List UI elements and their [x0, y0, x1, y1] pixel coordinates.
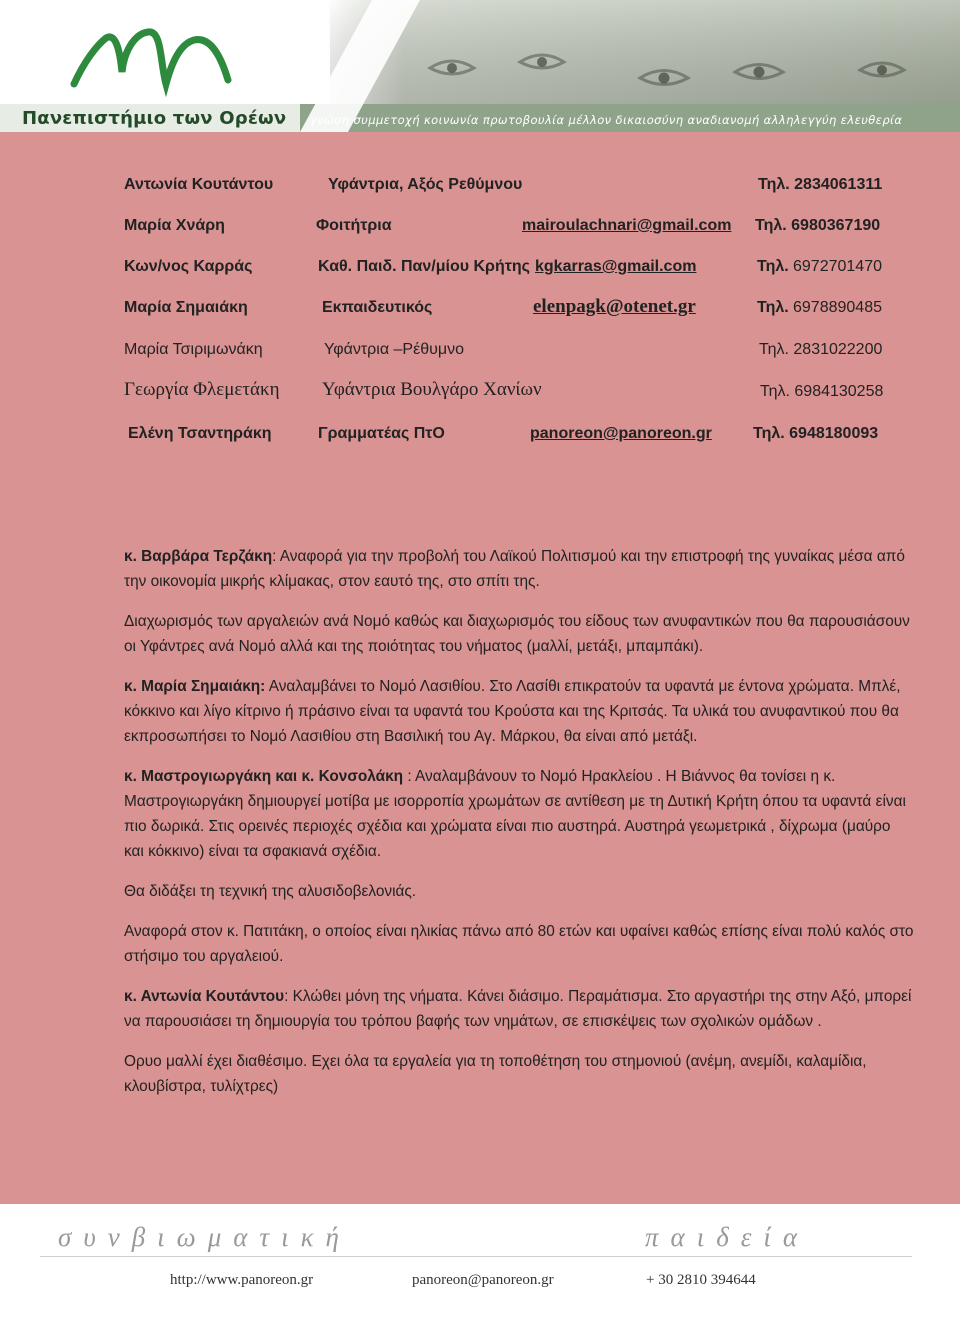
person-name: κ. Μαρία Σημαιάκη:	[124, 678, 266, 695]
contact-phone: Τηλ. 6984130258	[760, 383, 884, 400]
contact-phone-prefix: Τηλ.	[757, 258, 789, 275]
contact-phone: Τηλ. 2831022200	[759, 341, 883, 358]
paragraph	[124, 609, 914, 659]
paragraph-text: : Αναλαμβάνουν το Νομό Ηρακλείου . Η Βιάννος θα τονίσει η κ. Μαστρογιωργάκη δημιουργεί μοτίβα με ισορροπία χρωμάτων σε αντίθεση με τη Δυτική Κρήτη όπου τα υφαντά είναι πιο δωρικά. Στις ορεινές περιοχές σχέδια και χρώματα είναι πιο αυστηρά. Αυστηρά γεωμετρικά , δίχρωμα (μαύρο και κόκκινο) είναι τα σφακιανά σχέδια.	[124, 768, 906, 860]
paragraph-text: Αναφορά στον κ. Πατιτάκη, ο οποίος είναι ηλικίας πάνω από 80 ετών και υφαίνει καθώς επίσης είναι πολύ καλός στο στήσιμο του αργαλειού.	[124, 923, 914, 965]
contact-role: Εκπαιδευτικός	[322, 299, 433, 316]
contact-role: Καθ. Παιδ. Παν/μίου Κρήτης	[318, 258, 530, 275]
footer-phone: + 30 2810 394644	[646, 1272, 756, 1288]
contact-name: Μαρία Σημαιάκη	[124, 299, 248, 316]
paragraph-text: Διαχωρισμός των αργαλειών ανά Νομό καθώς και διαχωρισμός του είδους των ανυφαντικών που θα παρουσιάσουν οι Υφάντρες ανά Νομό αλλά και της ποιότητας του νήματος (μαλλί, μετάξι, μπαμπάκι).	[124, 613, 910, 655]
page-footer	[0, 1204, 960, 1319]
footer-email-link[interactable]: panoreon@panoreon.gr	[412, 1272, 554, 1288]
contact-phone: Τηλ. 6948180093	[753, 425, 879, 442]
paragraph-text: Θα διδάξει τη τεχνική της αλυσιδοβελονιάς.	[124, 883, 417, 900]
paragraph-text: Αναλαμβάνει το Νομό Λασιθίου. Στο Λασίθι επικρατούν τα υφαντά με έντονα χρώματα. Μπλέ, κόκκινο και λίγο κίτρινο ή πράσινο είναι τα υφαντά του Κρούστα και της Κριτσάς. Τα υλικά του ανυφαντικού που θα εκπροσωπήσει το Νομό Λασιθίου στη Βασιλική του Αγ. Μάρκου, θα είναι από μετάξι.	[124, 678, 901, 745]
contact-email-link[interactable]: mairoulachnari@gmail.com	[522, 217, 732, 234]
contact-phone: 6972701470	[793, 258, 882, 275]
footer-tagline-right: παιδεία	[645, 1222, 810, 1252]
contact-email-link[interactable]: elenpagk@otenet.gr	[533, 296, 696, 317]
paragraph	[124, 984, 914, 1034]
footer-tagline-left: συνβιωματική	[58, 1222, 351, 1252]
paragraph	[124, 544, 914, 594]
paragraph	[124, 879, 914, 904]
paragraph	[124, 764, 914, 864]
contact-role: Υφάντρια, Αξός Ρεθύμνου	[328, 176, 523, 193]
footer-website-link[interactable]: http://www.panoreon.gr	[170, 1272, 314, 1288]
contact-role: Γραμματέας ΠτΟ	[318, 425, 445, 442]
footer-divider	[40, 1256, 912, 1257]
contact-phone-prefix: Τηλ.	[757, 299, 789, 316]
paragraph	[124, 919, 914, 969]
paragraph-text: Ορυο μαλλί έχει διαθέσιμο. Εχει όλα τα εργαλεία για τη τοποθέτηση του στημονιού (ανέμη, ανεμίδι, καλαμίδια, κλουβίστρα, τυλίχτρες)	[124, 1053, 867, 1095]
paragraph	[124, 1049, 914, 1099]
contact-role: Υφάντρια –Ρέθυμνο	[324, 341, 464, 358]
contact-role: Φοιτήτρια	[316, 217, 392, 234]
person-name: κ. Αντωνία Κουτάντου	[124, 988, 285, 1005]
contact-name: Μαρία Χνάρη	[124, 217, 225, 234]
university-logo	[62, 22, 252, 100]
contact-phone: Τηλ. 6980367190	[755, 217, 881, 234]
contact-phone: Τηλ. 2834061311	[758, 176, 883, 193]
contact-phone: 6978890485	[793, 299, 882, 316]
paragraph-text: : Αναφορά για την προβολή του Λαϊκού Πολιτισμού και την επιστροφή της γυναίκας μέσα από την οικονομία μικρής κλίμακας, στον εαυτό της, στο σπίτι της.	[124, 548, 905, 590]
meeting-notes	[124, 544, 914, 1114]
person-name: κ. Βαρβάρα Τερζάκη	[124, 548, 273, 565]
contact-name: Γεωργία Φλεμετάκη	[124, 379, 280, 400]
paragraph-text: : Κλώθει μόνη της νήματα. Κάνει διάσιμο. Περαμάτισμα. Στο αργαστήρι της στην Αξό, μπορεί να παρουσιάσει τη δημιουργία του τρόπου βαφής των νημάτων, σε επισκέψεις των σχολικών ομάδων .	[124, 988, 912, 1030]
person-name: κ. Μαστρογιωργάκη και κ. Κονσολάκη	[124, 768, 404, 785]
contact-name: Κων/νος Καρράς	[124, 258, 253, 275]
organization-name: Πανεπιστήμιο των Ορέων	[22, 108, 287, 129]
organization-motto: γνώση συμμετοχή κοινωνία πρωτοβουλία μέλλον δικαιοσύνη αναδιανομή αλληλεγγύη ελευθερία	[310, 113, 903, 127]
contact-name: Ελένη Τσαντηράκη	[128, 425, 272, 442]
contact-name: Αντωνία Κουτάντου	[124, 176, 274, 193]
contact-email-link[interactable]: panoreon@panoreon.gr	[530, 425, 712, 442]
contact-email-link[interactable]: kgkarras@gmail.com	[535, 258, 697, 275]
contact-name: Μαρία Τσιριμωνάκη	[124, 341, 263, 358]
page-header	[0, 0, 960, 132]
contact-role: Υφάντρια Βουλγάρο Χανίων	[322, 379, 542, 400]
paragraph	[124, 674, 914, 749]
